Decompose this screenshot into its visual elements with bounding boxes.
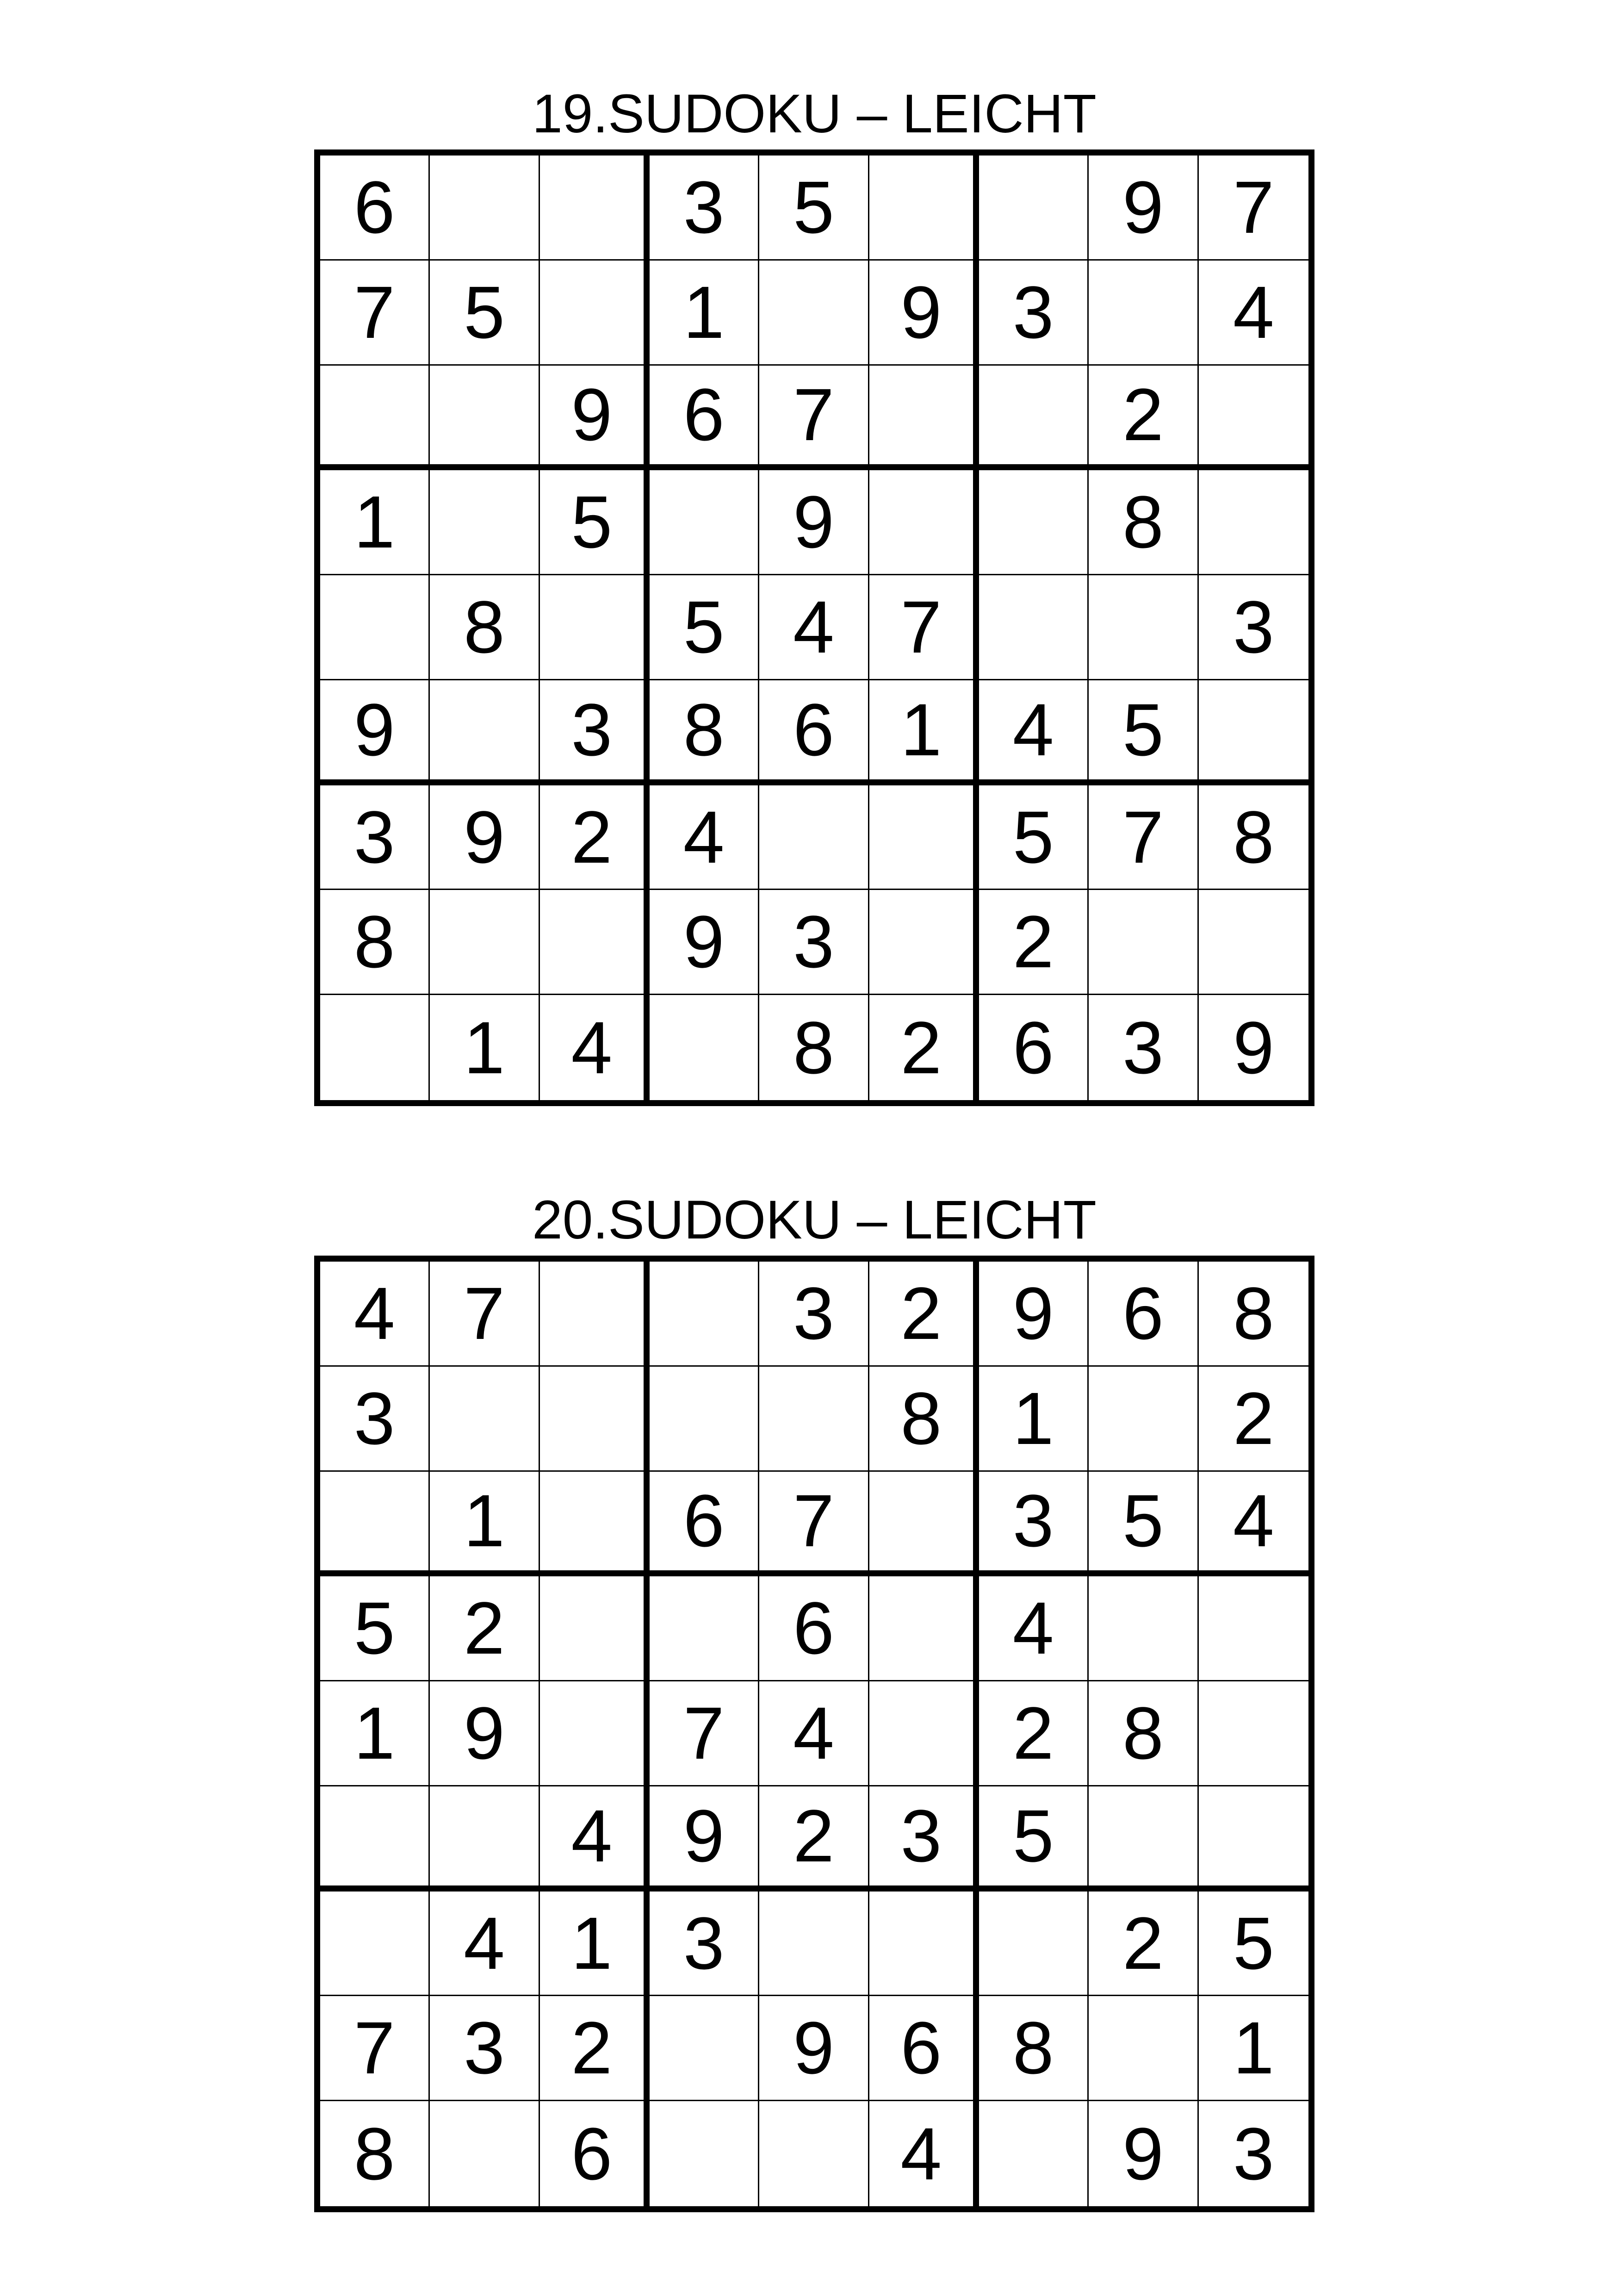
sudoku-cell-r2-c2: 5 [430, 261, 539, 366]
sudoku-cell-r5-c7: 2 [979, 1681, 1089, 1786]
sudoku-cell-r5-c2: 9 [430, 1681, 539, 1786]
sudoku-cell-r2-c6: 8 [869, 1367, 979, 1472]
sudoku-cell-r1-c9: 7 [1199, 156, 1308, 261]
sudoku-cell-r3-c1 [320, 366, 430, 471]
sudoku-cell-r7-c4: 3 [650, 1892, 759, 1997]
sudoku-cell-r4-c3: 5 [540, 470, 650, 575]
sudoku-cell-r7-c5 [759, 1892, 869, 1997]
sudoku-cell-r6-c7: 5 [979, 1786, 1089, 1892]
sudoku-cell-r7-c8: 2 [1089, 1892, 1198, 1997]
sudoku-cell-r4-c1: 5 [320, 1576, 430, 1681]
sudoku-cell-r9-c1 [320, 995, 430, 1100]
sudoku-cell-r9-c3: 4 [540, 995, 650, 1100]
sudoku-cell-r2-c6: 9 [869, 261, 979, 366]
sudoku-cell-r8-c2 [430, 890, 539, 995]
sudoku-cell-r5-c8 [1089, 575, 1198, 680]
sudoku-cell-r2-c1: 7 [320, 261, 430, 366]
sudoku-cell-r3-c2 [430, 366, 539, 471]
sudoku-cell-r6-c2 [430, 1786, 539, 1892]
sudoku-cell-r2-c7: 1 [979, 1367, 1089, 1472]
sudoku-cell-r4-c7: 4 [979, 1576, 1089, 1681]
sudoku-cell-r4-c5: 9 [759, 470, 869, 575]
sudoku-cell-r6-c6: 1 [869, 680, 979, 785]
sudoku-cell-r2-c4 [650, 1367, 759, 1472]
sudoku-cell-r5-c3 [540, 575, 650, 680]
sudoku-cell-r1-c3 [540, 156, 650, 261]
sudoku-cell-r1-c9: 8 [1199, 1262, 1308, 1367]
sudoku-cell-r3-c3: 9 [540, 366, 650, 471]
sudoku-cell-r1-c6: 2 [869, 1262, 979, 1367]
sudoku-cell-r8-c1: 7 [320, 1996, 430, 2101]
sudoku-cell-r9-c8: 3 [1089, 995, 1198, 1100]
sudoku-cell-r8-c9: 1 [1199, 1996, 1308, 2101]
sudoku-cell-r8-c2: 3 [430, 1996, 539, 2101]
sudoku-cell-r3-c7 [979, 366, 1089, 471]
sudoku-cell-r4-c2: 2 [430, 1576, 539, 1681]
sudoku-cell-r6-c4: 8 [650, 680, 759, 785]
sudoku-cell-r1-c3 [540, 1262, 650, 1367]
sudoku-cell-r9-c5: 8 [759, 995, 869, 1100]
sudoku-cell-r5-c1: 1 [320, 1681, 430, 1786]
sudoku-cell-r6-c5: 6 [759, 680, 869, 785]
sudoku-cell-r9-c6: 2 [869, 995, 979, 1100]
sudoku-cell-r6-c3: 3 [540, 680, 650, 785]
sudoku-cell-r7-c2: 4 [430, 1892, 539, 1997]
sudoku-cell-r3-c9 [1199, 366, 1308, 471]
sudoku-cell-r8-c6: 6 [869, 1996, 979, 2101]
sudoku-cell-r8-c5: 9 [759, 1996, 869, 2101]
sudoku-cell-r1-c5: 3 [759, 1262, 869, 1367]
sudoku-cell-r1-c2 [430, 156, 539, 261]
sudoku-cell-r6-c3: 4 [540, 1786, 650, 1892]
sudoku-cell-r6-c6: 3 [869, 1786, 979, 1892]
puzzle-title: 20.SUDOKU – LEICHT [532, 1189, 1097, 1251]
sudoku-cell-r2-c8 [1089, 1367, 1198, 1472]
sudoku-cell-r8-c4: 9 [650, 890, 759, 995]
sudoku-cell-r2-c5 [759, 1367, 869, 1472]
sudoku-cell-r1-c1: 4 [320, 1262, 430, 1367]
sudoku-cell-r9-c2: 1 [430, 995, 539, 1100]
sudoku-cell-r6-c8 [1089, 1786, 1198, 1892]
sudoku-cell-r1-c1: 6 [320, 156, 430, 261]
sudoku-cell-r5-c6 [869, 1681, 979, 1786]
sudoku-cell-r4-c7 [979, 470, 1089, 575]
sudoku-cell-r4-c4 [650, 1576, 759, 1681]
sudoku-cell-r5-c4: 5 [650, 575, 759, 680]
sudoku-cell-r3-c4: 6 [650, 366, 759, 471]
sudoku-cell-r3-c3 [540, 1472, 650, 1577]
sudoku-cell-r2-c3 [540, 1367, 650, 1472]
sudoku-cell-r1-c8: 9 [1089, 156, 1198, 261]
sudoku-cell-r6-c9 [1199, 680, 1308, 785]
sudoku-cell-r5-c9: 3 [1199, 575, 1308, 680]
sudoku-cell-r1-c5: 5 [759, 156, 869, 261]
sudoku-cell-r7-c5 [759, 785, 869, 890]
sudoku-cell-r3-c2: 1 [430, 1472, 539, 1577]
sudoku-cell-r3-c5: 7 [759, 366, 869, 471]
sudoku-cell-r2-c3 [540, 261, 650, 366]
sudoku-cell-r7-c4: 4 [650, 785, 759, 890]
sudoku-cell-r7-c3: 2 [540, 785, 650, 890]
sudoku-cell-r8-c7: 2 [979, 890, 1089, 995]
sudoku-puzzle-20 [314, 1185, 1314, 2212]
sudoku-cell-r6-c2 [430, 680, 539, 785]
sudoku-cell-r1-c6 [869, 156, 979, 261]
sudoku-cell-r4-c6 [869, 470, 979, 575]
sudoku-cell-r3-c5: 7 [759, 1472, 869, 1577]
sudoku-cell-r4-c3 [540, 1576, 650, 1681]
sudoku-cell-r3-c4: 6 [650, 1472, 759, 1577]
sudoku-grid [314, 149, 1314, 1106]
sudoku-cell-r9-c9: 3 [1233, 2112, 1274, 2195]
sudoku-cell-r2-c8 [1089, 261, 1198, 366]
sudoku-cell-r6-c7: 4 [979, 680, 1089, 785]
sudoku-cell-r2-c4: 1 [650, 261, 759, 366]
sudoku-cell-r5-c3 [540, 1681, 650, 1786]
sudoku-cell-r6-c1: 9 [320, 680, 430, 785]
sudoku-cell-r4-c5: 6 [759, 1576, 869, 1681]
sudoku-cell-r7-c6 [869, 785, 979, 890]
sudoku-cell-r2-c7: 3 [979, 261, 1089, 366]
sudoku-cell-r6-c8: 5 [1089, 680, 1198, 785]
sudoku-cell-r9-c4 [650, 995, 759, 1100]
sudoku-cell-r7-c7: 5 [979, 785, 1089, 890]
sudoku-cell-r8-c6 [869, 890, 979, 995]
sudoku-cell-r2-c2 [430, 1367, 539, 1472]
sudoku-cell-r1-c7: 9 [979, 1262, 1089, 1367]
sudoku-cell-r7-c8: 7 [1089, 785, 1198, 890]
sudoku-cell-r4-c6 [869, 1576, 979, 1681]
sudoku-cell-r7-c9: 5 [1199, 1892, 1308, 1997]
sudoku-cell-r4-c9 [1199, 1576, 1308, 1681]
puzzle-title: 19.SUDOKU – LEICHT [532, 83, 1097, 144]
sudoku-cell-r2-c9: 2 [1199, 1367, 1308, 1472]
sudoku-cell-r1-c2: 7 [430, 1262, 539, 1367]
sudoku-cell-r8-c3 [540, 890, 650, 995]
sudoku-cell-r9-c9: 9 [1233, 1006, 1274, 1089]
sudoku-cell-r3-c6 [869, 1472, 979, 1577]
sudoku-cell-r8-c1: 8 [320, 890, 430, 995]
sudoku-cell-r3-c7: 3 [979, 1472, 1089, 1577]
sudoku-cell-r8-c9 [1199, 890, 1308, 995]
sudoku-cell-r4-c8 [1089, 1576, 1198, 1681]
sudoku-cell-r9-c7 [979, 2101, 1089, 2206]
sudoku-cell-r8-c3: 2 [540, 1996, 650, 2101]
sudoku-cell-r9-c7: 6 [979, 995, 1089, 1100]
sudoku-cell-r3-c8: 2 [1089, 366, 1198, 471]
sudoku-cell-r8-c8 [1089, 890, 1198, 995]
sudoku-cell-r8-c4 [650, 1996, 759, 2101]
sudoku-cell-r7-c1 [320, 1892, 430, 1997]
sudoku-cell-r3-c6 [869, 366, 979, 471]
sudoku-cell-r5-c5: 4 [759, 575, 869, 680]
sudoku-cell-r4-c8: 8 [1089, 470, 1198, 575]
sudoku-cell-r2-c1: 3 [320, 1367, 430, 1472]
sudoku-cell-r8-c7: 8 [979, 1996, 1089, 2101]
sudoku-cell-r5-c9 [1199, 1681, 1308, 1786]
sudoku-grid [314, 1256, 1314, 2212]
sudoku-cell-r9-c3: 6 [540, 2101, 650, 2206]
sudoku-cell-r7-c6 [869, 1892, 979, 1997]
sudoku-cell-r5-c7 [979, 575, 1089, 680]
sudoku-cell-r2-c9: 4 [1199, 261, 1308, 366]
sudoku-cell-r6-c5: 2 [759, 1786, 869, 1892]
sudoku-cell-r4-c9 [1199, 470, 1308, 575]
sudoku-cell-r7-c7 [979, 1892, 1089, 1997]
sudoku-cell-r4-c2 [430, 470, 539, 575]
sudoku-cell-r8-c8 [1089, 1996, 1198, 2101]
sudoku-puzzle-19 [314, 79, 1314, 1106]
sudoku-cell-r3-c1 [320, 1472, 430, 1577]
sudoku-cell-r7-c9: 8 [1199, 785, 1308, 890]
sudoku-cell-r9-c4 [650, 2101, 759, 2206]
sudoku-cell-r6-c4: 9 [650, 1786, 759, 1892]
sudoku-cell-r1-c8: 6 [1089, 1262, 1198, 1367]
sudoku-cell-r5-c2: 8 [430, 575, 539, 680]
sudoku-cell-r9-c8: 9 [1089, 2101, 1198, 2206]
sudoku-cell-r3-c8: 5 [1089, 1472, 1198, 1577]
sudoku-cell-r7-c2: 9 [430, 785, 539, 890]
sudoku-cell-r6-c9 [1199, 1786, 1308, 1892]
sudoku-cell-r1-c4 [650, 1262, 759, 1367]
sudoku-cell-r1-c4: 3 [650, 156, 759, 261]
sudoku-cell-r9-c6: 4 [869, 2101, 979, 2206]
sudoku-cell-r3-c9: 4 [1199, 1472, 1308, 1577]
sudoku-cell-r7-c3: 1 [540, 1892, 650, 1997]
sudoku-cell-r9-c1: 8 [320, 2101, 430, 2206]
sudoku-cell-r4-c4 [650, 470, 759, 575]
sudoku-cell-r8-c5: 3 [759, 890, 869, 995]
sudoku-cell-r5-c8: 8 [1089, 1681, 1198, 1786]
sudoku-cell-r5-c1 [320, 575, 430, 680]
sudoku-cell-r5-c5: 4 [759, 1681, 869, 1786]
sudoku-cell-r5-c6: 7 [869, 575, 979, 680]
sudoku-cell-r4-c1: 1 [320, 470, 430, 575]
sudoku-cell-r9-c5 [759, 2101, 869, 2206]
sudoku-cell-r1-c7 [979, 156, 1089, 261]
sudoku-cell-r6-c1 [320, 1786, 430, 1892]
sudoku-cell-r2-c5 [759, 261, 869, 366]
sudoku-cell-r5-c4: 7 [650, 1681, 759, 1786]
sudoku-cell-r9-c2 [430, 2101, 539, 2206]
sudoku-cell-r7-c1: 3 [320, 785, 430, 890]
